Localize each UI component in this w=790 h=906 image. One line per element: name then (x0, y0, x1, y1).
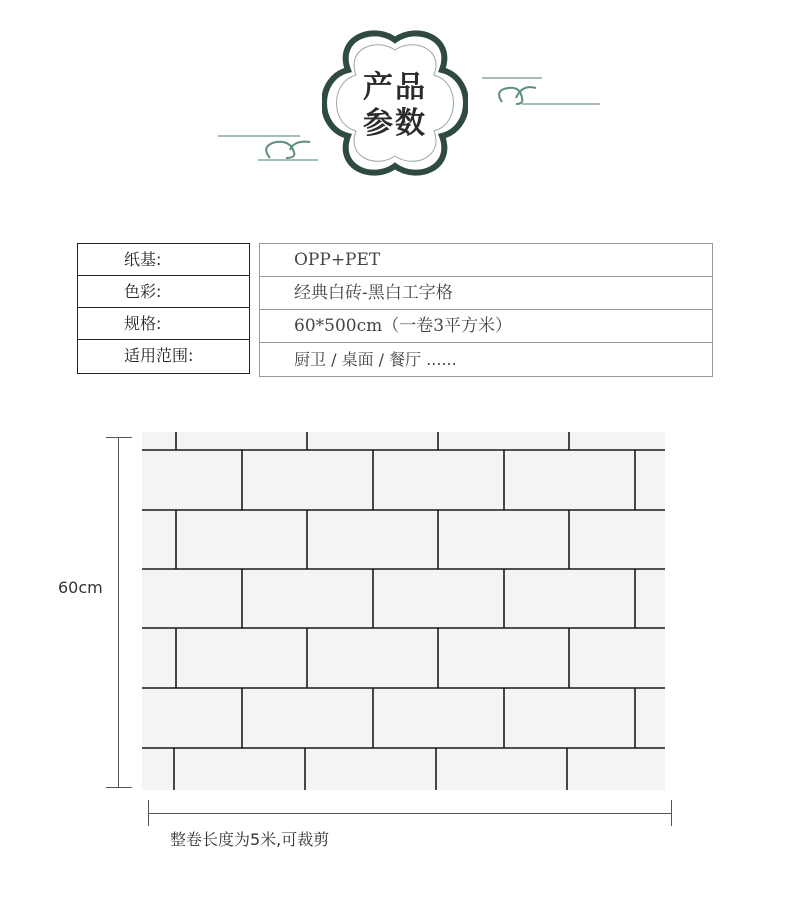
spec-value: 厨卫 / 桌面 / 餐厅 ...... (294, 350, 457, 369)
spec-label: 纸基: (78, 244, 249, 276)
cloud-ornament-icon (218, 128, 318, 164)
height-dimension-tick (106, 787, 132, 788)
spec-label: 适用范围: (124, 346, 194, 365)
spec-label: 规格: (78, 308, 249, 340)
header-title (322, 70, 468, 142)
header-emblem (322, 30, 468, 176)
spec-value-column (259, 243, 713, 377)
width-dimension-tick (148, 800, 149, 826)
width-dimension-line (148, 813, 672, 814)
width-note: 整卷长度为5米,可裁剪 (170, 830, 330, 849)
subway-tile-preview (142, 432, 665, 790)
tile-background (142, 432, 665, 790)
cloud-ornament-icon (482, 72, 602, 112)
height-dimension-line (118, 437, 119, 788)
spec-label-column (77, 243, 250, 374)
tile-pattern-image (142, 432, 665, 790)
header-title-line1: 产品 (363, 70, 427, 105)
spec-label: 色彩: (78, 276, 249, 308)
height-label: 60cm (58, 578, 103, 597)
spec-value: OPP+PET (260, 244, 712, 277)
header-title-line2: 参数 (363, 106, 427, 141)
spec-value: 60*500cm（一卷3平方米） (260, 310, 712, 343)
height-dimension-tick (106, 437, 132, 438)
spec-value: 经典白砖-黑白工字格 (260, 277, 712, 310)
width-dimension-tick (671, 800, 672, 826)
